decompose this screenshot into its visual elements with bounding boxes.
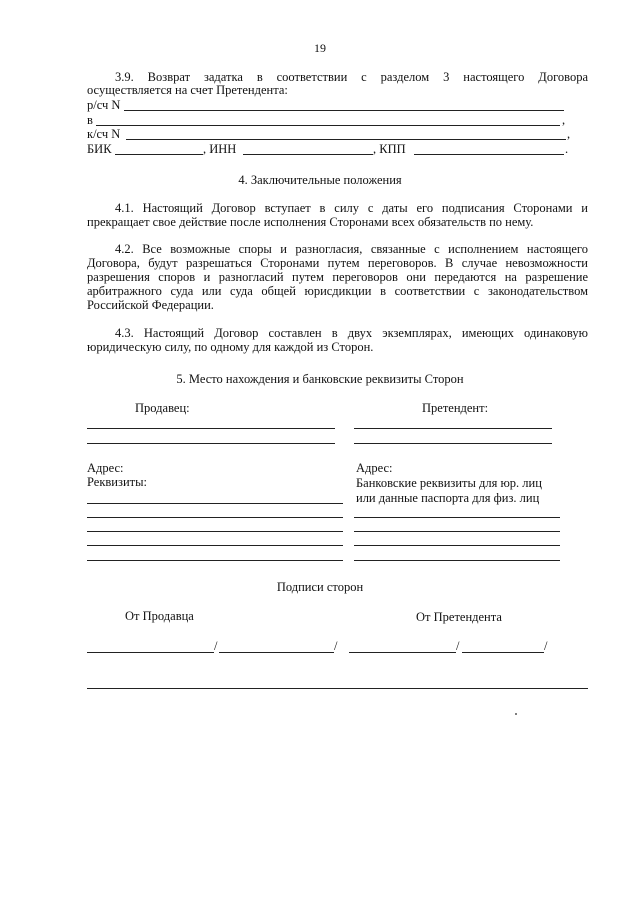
clause-3-9-line-1: 3.9. Возврат задатка в соответствии с разделом 3 настоящего Договора bbox=[115, 70, 588, 84]
seller-line-2 bbox=[87, 443, 335, 444]
applicant-req-line-2 bbox=[354, 531, 560, 532]
applicant-req-line-1 bbox=[354, 517, 560, 518]
seller-name-line bbox=[219, 652, 334, 653]
seller-signature-slash: / bbox=[214, 639, 218, 653]
applicant-line-2 bbox=[354, 443, 552, 444]
seller-line-1 bbox=[87, 428, 335, 429]
applicant-label: Претендент: bbox=[422, 401, 489, 415]
bank-field-line bbox=[96, 125, 560, 126]
applicant-bank-line-1: Банковские реквизиты для юр. лиц bbox=[356, 476, 542, 490]
section-5-title: 5. Место нахождения и банковские реквизиты Сторон bbox=[176, 372, 464, 386]
inn-label: , ИНН bbox=[203, 142, 237, 156]
inn-field-line bbox=[243, 154, 373, 155]
clause-4-3-line-1: 4.3. Настоящий Договор составлен в двух экземплярах, имеющих одинаковую bbox=[115, 326, 588, 340]
applicant-bank-line-2: или данные паспорта для физ. лиц bbox=[356, 491, 540, 505]
seller-signature-line bbox=[87, 652, 214, 653]
clause-4-2-line-5: Российской Федерации. bbox=[87, 298, 214, 312]
bik-field-line bbox=[115, 154, 203, 155]
closing-rule bbox=[87, 688, 588, 689]
applicant-name-slash: / bbox=[544, 639, 548, 653]
page-number: 19 bbox=[314, 41, 326, 55]
applicant-req-line-4 bbox=[354, 560, 560, 561]
ks-label: к/сч N bbox=[87, 127, 121, 141]
applicant-signature-slash: / bbox=[456, 639, 460, 653]
clause-4-3-line-2: юридическую силу, по одному для каждой из Сторон. bbox=[87, 340, 374, 354]
kpp-label: , КПП bbox=[373, 142, 406, 156]
clause-4-2-line-4: арбитражного суда или суда общей юрисдикции в соответствии с законодательством bbox=[87, 284, 588, 298]
seller-label: Продавец: bbox=[135, 401, 190, 415]
signatures-title: Подписи сторон bbox=[276, 580, 364, 594]
from-seller-label: От Продавца bbox=[125, 609, 194, 623]
ks-field-line bbox=[126, 139, 566, 140]
from-applicant-label: От Претендента bbox=[416, 610, 502, 624]
clause-4-2-line-3: разрешения споров и разногласий путем переговоров они передаются на разрешение bbox=[87, 270, 588, 284]
applicant-req-line-3 bbox=[354, 545, 560, 546]
applicant-signature-line bbox=[349, 652, 456, 653]
bik-label: БИК bbox=[87, 142, 112, 156]
kpp-period: . bbox=[565, 142, 569, 156]
clause-4-1-line-1: 4.1. Настоящий Договор вступает в силу с даты его подписания Сторонами и bbox=[115, 201, 588, 215]
clause-4-2-line-1: 4.2. Все возможные споры и разногласия, связанные с исполнением настоящего bbox=[115, 242, 588, 256]
section-4-title: 4. Заключительные положения bbox=[238, 173, 402, 187]
seller-address-label: Адрес: bbox=[87, 461, 124, 475]
bank-comma: , bbox=[562, 113, 566, 127]
clause-4-1-line-2: прекращает свое действие после исполнения Сторонами всех обязательств по нему. bbox=[87, 215, 534, 229]
applicant-name-line bbox=[462, 652, 544, 653]
seller-req-line-1 bbox=[87, 503, 343, 504]
kpp-field-line bbox=[414, 154, 564, 155]
seller-name-slash: / bbox=[334, 639, 338, 653]
seller-requisites-label: Реквизиты: bbox=[87, 475, 147, 489]
seller-req-line-3 bbox=[87, 531, 343, 532]
rs-label: р/сч N bbox=[87, 98, 121, 112]
applicant-address-label: Адрес: bbox=[356, 461, 393, 475]
clause-4-2-line-2: Договора, будут разрешаться Сторонами путем переговоров. В случае невозможности bbox=[87, 256, 588, 270]
ks-comma: , bbox=[567, 127, 571, 141]
scan-speck bbox=[515, 713, 517, 715]
bank-label: в bbox=[87, 113, 93, 127]
applicant-line-1 bbox=[354, 428, 552, 429]
rs-field-line bbox=[124, 110, 564, 111]
clause-3-9-line-2: осуществляется на счет Претендента: bbox=[87, 83, 288, 97]
seller-req-line-2 bbox=[87, 517, 343, 518]
seller-req-line-5 bbox=[87, 560, 343, 561]
seller-req-line-4 bbox=[87, 545, 343, 546]
